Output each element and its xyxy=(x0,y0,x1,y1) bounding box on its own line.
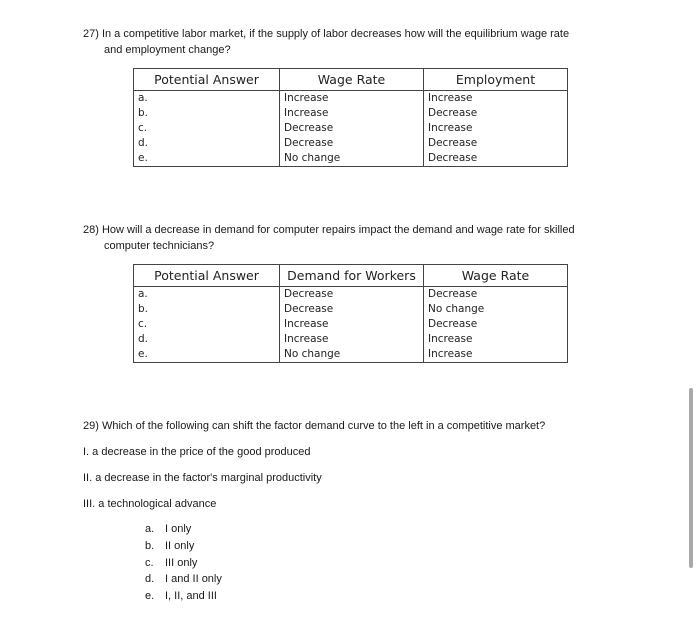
table-row xyxy=(134,121,568,136)
answer-letter: b. xyxy=(134,302,280,317)
demand-cell: Increase xyxy=(280,332,424,347)
option-a xyxy=(145,521,191,537)
answer-letter: b. xyxy=(134,106,280,121)
statement-3: III. a technological advance xyxy=(83,498,217,510)
answer-letter: a. xyxy=(134,287,280,303)
wage-rate-cell: Decrease xyxy=(280,121,424,136)
employment-cell: Increase xyxy=(424,91,568,107)
employment-cell: Increase xyxy=(424,121,568,136)
option-text: I only xyxy=(165,523,192,535)
answer-letter: d. xyxy=(134,136,280,151)
demand-cell: Decrease xyxy=(280,302,424,317)
table-header: Potential Answer xyxy=(134,265,280,287)
table-header: Potential Answer xyxy=(134,69,280,91)
wage-rate-cell: No change xyxy=(280,151,424,167)
demand-cell: Decrease xyxy=(280,287,424,303)
wage-rate-cell: Decrease xyxy=(424,287,568,303)
option-text: I, II, and III xyxy=(165,590,217,602)
table-row xyxy=(134,136,568,151)
question-28-line2: computer technicians? xyxy=(104,240,215,252)
option-letter: b. xyxy=(145,540,155,552)
table-row xyxy=(134,287,568,303)
question-28-line1: 28) How will a decrease in demand for computer repairs impact the demand and wage rate for skilled xyxy=(83,224,575,236)
wage-rate-cell: Decrease xyxy=(280,136,424,151)
employment-cell: Decrease xyxy=(424,151,568,167)
demand-cell: Increase xyxy=(280,317,424,332)
table-row xyxy=(134,91,568,107)
question-28-table xyxy=(133,264,568,363)
wage-rate-cell: Decrease xyxy=(424,317,568,332)
wage-rate-cell: Increase xyxy=(280,91,424,107)
option-b xyxy=(145,538,194,554)
question-27-table xyxy=(133,68,568,167)
table-row xyxy=(134,106,568,121)
table-header: Demand for Workers xyxy=(280,265,424,287)
option-text: III only xyxy=(165,557,198,569)
table-header: Employment xyxy=(424,69,568,91)
option-d xyxy=(145,571,222,587)
table-header: Wage Rate xyxy=(280,69,424,91)
question-28 xyxy=(83,222,575,254)
option-letter: a. xyxy=(145,523,155,535)
table-header: Wage Rate xyxy=(424,265,568,287)
question-29: 29) Which of the following can shift the factor demand curve to the left in a competitive market? xyxy=(83,420,546,432)
wage-rate-cell: Increase xyxy=(424,332,568,347)
option-text: I and II only xyxy=(165,573,222,585)
statement-2: II. a decrease in the factor's marginal productivity xyxy=(83,472,322,484)
answer-letter: e. xyxy=(134,347,280,363)
table-row xyxy=(134,302,568,317)
answer-letter: d. xyxy=(134,332,280,347)
wage-rate-cell: Increase xyxy=(424,347,568,363)
wage-rate-cell: Increase xyxy=(280,106,424,121)
wage-rate-cell: No change xyxy=(424,302,568,317)
table-row xyxy=(134,317,568,332)
answer-letter: e. xyxy=(134,151,280,167)
answer-letter: c. xyxy=(134,121,280,136)
option-letter: d. xyxy=(145,573,155,585)
option-letter: c. xyxy=(145,557,154,569)
statement-1: I. a decrease in the price of the good produced xyxy=(83,446,311,458)
table-row xyxy=(134,332,568,347)
option-c xyxy=(145,555,197,571)
answer-letter: c. xyxy=(134,317,280,332)
scrollbar[interactable] xyxy=(689,388,693,568)
employment-cell: Decrease xyxy=(424,106,568,121)
option-e xyxy=(145,588,217,604)
question-27-line1: 27) In a competitive labor market, if the supply of labor decreases how will the equilibrium wage rate xyxy=(83,28,570,40)
question-27 xyxy=(83,26,569,58)
answer-letter: a. xyxy=(134,91,280,107)
option-letter: e. xyxy=(145,590,155,602)
table-row xyxy=(134,347,568,363)
employment-cell: Decrease xyxy=(424,136,568,151)
table-row xyxy=(134,151,568,167)
demand-cell: No change xyxy=(280,347,424,363)
option-text: II only xyxy=(165,540,195,552)
question-27-line2: and employment change? xyxy=(104,44,231,56)
